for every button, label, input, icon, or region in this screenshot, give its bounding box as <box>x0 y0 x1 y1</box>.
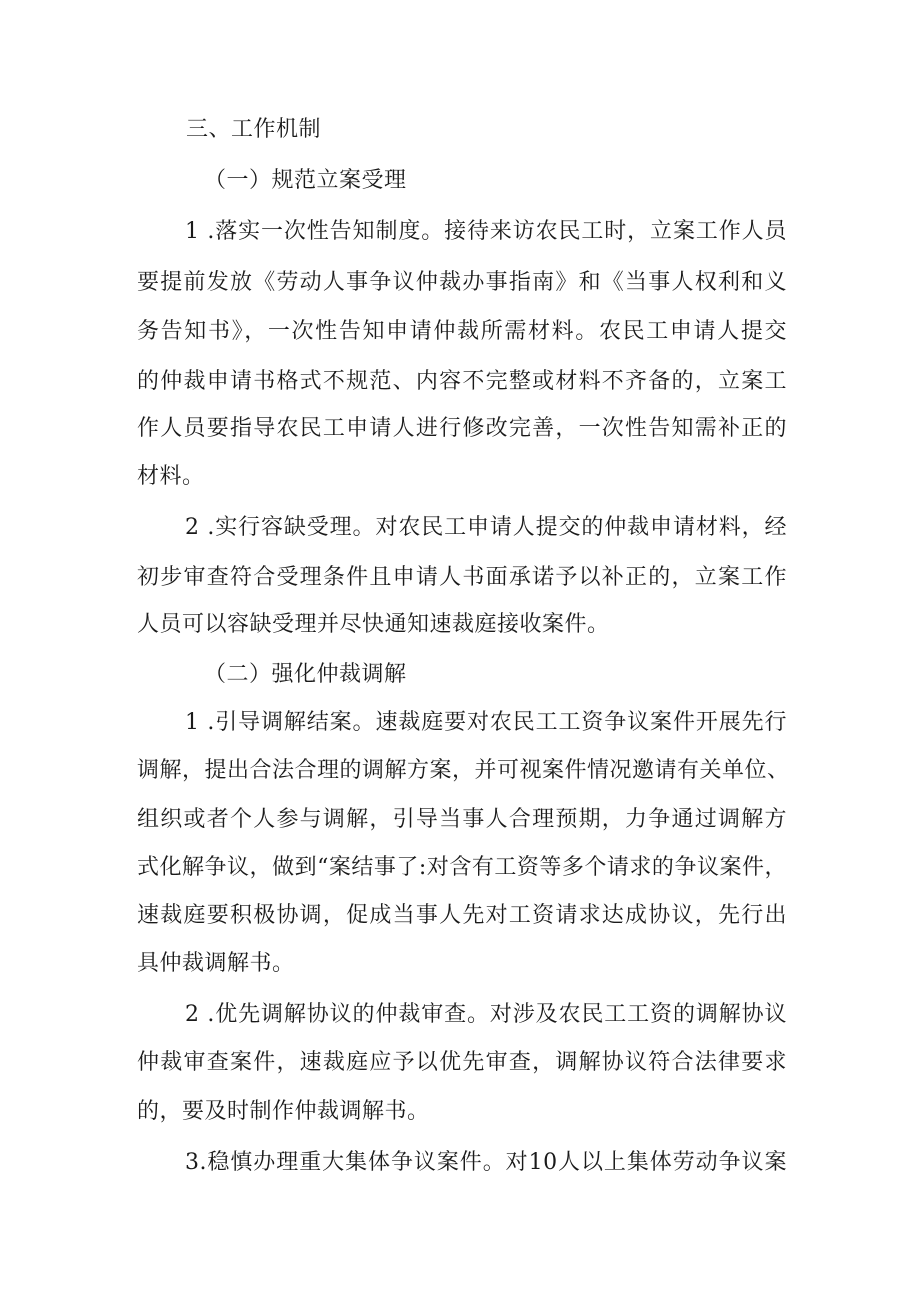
section-heading: 三、工作机制 <box>186 117 322 142</box>
paragraph-line: 材料。 <box>137 464 205 489</box>
paragraph-line: 人员可以容缺受理并尽快通知速裁庭接收案件。 <box>137 612 610 637</box>
subsection-heading: （一）规范立案受理 <box>204 168 407 193</box>
paragraph-line: 的，要及时制作仲裁调解书。 <box>137 1099 430 1124</box>
paragraph-line: 具仲裁调解书。 <box>137 951 295 976</box>
paragraph-line: 初步审查符合受理条件且申请人书面承诺予以补正的，立案工作 <box>137 565 787 590</box>
paragraph-line: 组织或者个人参与调解，引导当事人合理预期，力争通过调解方 <box>137 807 787 832</box>
paragraph-line: 的仲裁申请书格式不规范、内容不完整或材料不齐备的，立案工 <box>137 369 787 394</box>
paragraph-line: 作人员要指导农民工申请人进行修改完善，一次性告知需补正的 <box>137 416 787 441</box>
paragraph-line: 仲裁审查案件，速裁庭应予以优先审查，调解协议符合法律要求 <box>137 1050 787 1075</box>
paragraph-line: 1 .引导调解结案。速裁庭要对农民工工资争议案件开展先行 <box>185 710 787 735</box>
paragraph-line: 2 .实行容缺受理。对农民工申请人提交的仲裁申请材料，经 <box>185 515 787 540</box>
paragraph-line: 速裁庭要积极协调，促成当事人先对工资请求达成协议，先行出 <box>137 903 787 928</box>
paragraph-line: 调解，提出合法合理的调解方案，并可视案件情况邀请有关单位、 <box>137 758 790 783</box>
paragraph-line: 3.稳慎办理重大集体争议案件。对10人以上集体劳动争议案 <box>185 1150 787 1175</box>
paragraph-line: 式化解争议，做到“案结事了:对含有工资等多个请求的争议案件， <box>137 855 787 880</box>
subsection-heading: （二）强化仲裁调解 <box>204 662 407 687</box>
paragraph-line: 要提前发放《劳动人事争议仲裁办事指南》和《当事人权利和义 <box>137 270 787 295</box>
paragraph-line: 务告知书》，一次性告知申请仲裁所需材料。农民工申请人提交 <box>137 319 787 344</box>
paragraph-line: 2 .优先调解协议的仲裁审查。对涉及农民工工资的调解协议 <box>185 1002 787 1027</box>
paragraph-line: 1 .落实一次性告知制度。接待来访农民工时，立案工作人员 <box>185 219 787 244</box>
